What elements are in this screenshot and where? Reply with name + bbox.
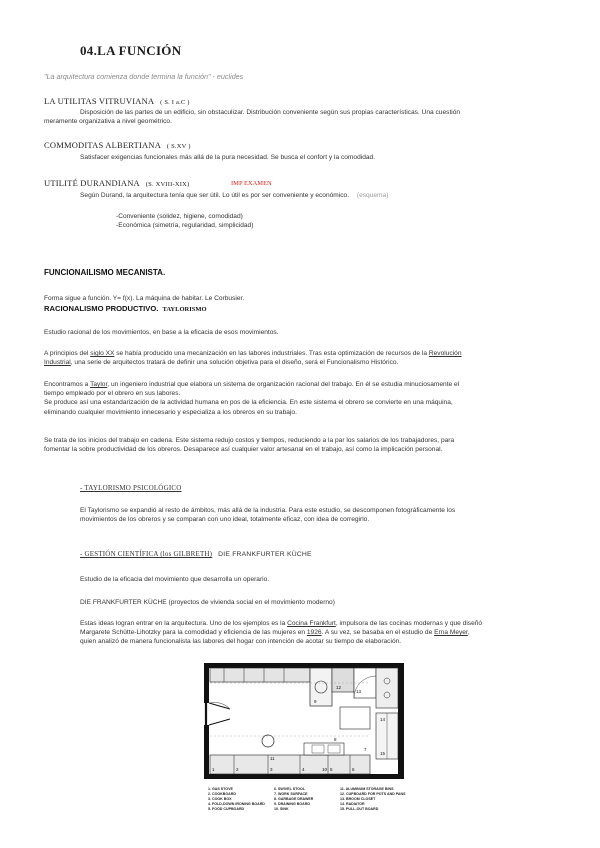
- mecanista-para-3: Encontramos a Taylor, un ingeniero industrial que elabora un sistema de organización racional del trabajo. En él se estudia minuciosamente el tiempo empleado por el obrero en sus labores. Se produce así una estandarización de la actividad humana en pos de la eficiencia. En este sistema el obrero se convierte en una máquina, eliminando cualquier movimiento innecesario y especializa a los obreros en su trabajo.: [44, 381, 460, 416]
- plan-label-11: 11: [270, 756, 275, 761]
- page-title: 04.LA FUNCIÓN: [80, 43, 182, 58]
- utilite-text: Según Durand, la arquitectura tenía que ser útil. Lo útil es por ser conveniente y económico. (esquema): [80, 192, 389, 199]
- link-cocina-frankfurt[interactable]: Cocina Frankfurt: [287, 620, 336, 627]
- plan-label-15: 15: [380, 751, 386, 756]
- link-revolucion-industrial-2[interactable]: Industrial: [44, 359, 71, 367]
- plan-label-9: 9: [314, 699, 317, 704]
- legend-column-2: 6. SWIVEL STOOL 7. WORK SURFACE 8. GARBAGE DRAWER 9. DRAINING BOARD 10. SINK: [274, 787, 314, 811]
- mecanista-line: Forma sigue a función. Y= f(x). La máquina de habitar. Le Corbusier.: [44, 295, 245, 302]
- mecanista-para-2: A principios del siglo XX se había producido una mecanización en las labores industriales. Tras esta optimización de recursos de la Revolución Industrial, una serie de arquitectos tratará de definir una solución objetiva para el diseño, será el Funcionalismo Histórico.: [44, 350, 462, 367]
- mecanista-heading: FUNCIONAILISMO MECANISTA.: [44, 268, 166, 277]
- commoditas-heading: COMMODITAS ALBERTIANA ( S.XV ): [44, 140, 191, 150]
- racionalismo-heading: RACIONALISMO PRODUCTIVO. TAYLORISMO: [44, 304, 207, 313]
- exam-badge: IMP EXAMEN: [231, 180, 272, 187]
- utilite-list: -Conveniente (solidez, higiene, comodidad) -Económica (simetría, regularidad, simplicidad): [116, 213, 254, 230]
- link-revolucion-industrial[interactable]: Revolución: [428, 350, 462, 357]
- plan-label-1: 1: [212, 767, 215, 772]
- link-erna-meyer[interactable]: Erna Meyer: [434, 629, 468, 637]
- epigraph-quote: "La arquitectura comienza donde termina la función" - euclides: [44, 72, 244, 81]
- mecanista-para-4: Se trata de los inicios del trabajo en cadena. Este sistema redujo costos y tiempos, reduciendo a la par los salarios de los trabajadores, para fomentar la sobre productividad de los obreros. Desaparece así cualquier valor artesanal en el trabajo, así como la implicación personal.: [44, 437, 455, 454]
- plan-label-6: 6: [352, 767, 355, 772]
- psicologico-text: El Taylorismo se expandió al resto de ámbitos, más allá de la industria. Para este estudio, se descomponen fotográficamente los movimientos de los obreros y se comparan con uno ideal, totalmente eficaz, con idea de corregirlo.: [80, 507, 456, 524]
- link-siglo-xx[interactable]: siglo XX: [90, 350, 115, 357]
- plan-label-13: 13: [356, 689, 362, 694]
- plan-label-14: 14: [380, 717, 386, 722]
- plan-label-8: 8: [334, 737, 337, 742]
- plan-label-5: 5: [330, 767, 333, 772]
- gestion-line-2: DIE FRANKFURTER KÜCHE (proyectos de vivienda social en el movimiento moderno): [80, 599, 335, 606]
- utilite-heading: UTILITÉ DURANDIANA (S. XVIII-XIX): [44, 178, 190, 188]
- mecanista-para-1: Estudio racional de los movimientos, en base a la eficacia de esos movimientos.: [44, 329, 279, 336]
- gestion-line-1: Estudio de la eficacia del movimiento que desarrolla un operario.: [80, 576, 270, 583]
- gestion-heading: - GESTIÓN CIENTÍFICA (los GILBRETH) DIE FRANKFURTER KÜCHE: [80, 550, 312, 558]
- utilitas-text-cont: meramente organizativa a nivel geométrico.: [44, 118, 172, 125]
- commoditas-text: Satisfacer exigencias funcionales más allá de la pura necesidad. Se busca el confort y la comodidad.: [80, 154, 376, 161]
- utilitas-text: Disposición de las partes de un edificio, sin obstaculizar. Distribución conveniente según sus propias características. Una cuestión: [80, 109, 461, 116]
- plan-label-3: 3: [270, 767, 273, 772]
- plan-label-12: 12: [336, 685, 342, 690]
- frankfurt-kitchen-plan: [204, 663, 404, 779]
- utilitas-heading: LA UTILITAS VITRUVIANA ( S. I a.C ): [44, 96, 190, 106]
- link-1926[interactable]: 1926: [306, 629, 322, 637]
- link-taylor[interactable]: Taylor: [90, 381, 108, 388]
- plan-label-2: 2: [236, 767, 239, 772]
- legend-column-1: 1. GAS STOVE 2. COOKBOARD 3. COOK BOX 4. FOLD-DOWN IRONING BOARD 5. FOOD CUPBOARD: [208, 787, 265, 811]
- plan-label-10: 10: [322, 767, 328, 772]
- taylorismo-psicologico-heading: - TAYLORISMO PSICOLÓGICO: [80, 484, 182, 492]
- plan-label-7: 7: [364, 747, 367, 752]
- gestion-para: Estas ideas logran entrar en la arquitectura. Uno de los ejemplos es la Cocina Frankfurt, impulsora de las cocinas modernas y que diseñó Margarete Schütte-Lihotzky para la comodidad y eficiencia de las mujeres en 1926. A su vez, se basaba en el estudio de Erna Meyer, quien analizó de manera funcionalista las labores del hogar con intención de acotar su tiempo de elaboración.: [80, 620, 483, 646]
- plan-label-4: 4: [302, 767, 305, 772]
- legend-column-3: 11. ALUMINUM STORAGE BINS 12. CUPBOARD FOR POTS AND PANS 13. BROOM CLOSET 14. RADIATOR 15. PULL-OUT BOARD: [340, 787, 406, 811]
